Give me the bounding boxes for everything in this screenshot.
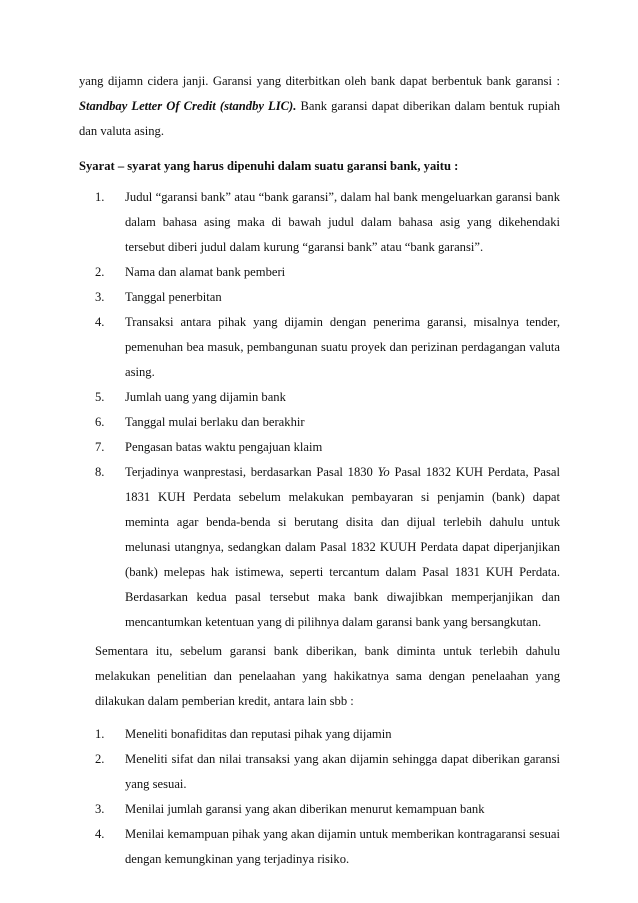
list-item (95, 722, 560, 747)
list-item (95, 310, 560, 385)
list-item (95, 822, 560, 872)
list-item-text: Meneliti sifat dan nilai transaksi yang akan dijamin sehingga dapat diberikan garansi yang sesuai. (125, 752, 560, 791)
list-item-text: Nama dan alamat bank pemberi (125, 265, 286, 279)
list-item-text: Jumlah uang yang dijamin bank (125, 390, 286, 404)
list-item-italic: Yo (377, 465, 390, 479)
list-item (95, 260, 560, 285)
list-item (95, 797, 560, 822)
list-number: 5. (95, 390, 105, 404)
list-item-text: Terjadinya wanprestasi, berdasarkan Pasal 1830 (125, 465, 378, 479)
list-number: 2. (95, 752, 105, 766)
intro-paragraph (79, 69, 560, 144)
list-item-text: Transaksi antara pihak yang dijamin dengan penerima garansi, misalnya tender, pemenuhan bea masuk, pembangunan suatu proyek dan perizinan perdagangan valuta asing. (125, 315, 560, 379)
list-number: 1. (95, 727, 105, 741)
list-item-text: Tanggal penerbitan (125, 290, 222, 304)
list-number: 4. (95, 827, 105, 841)
list-number: 7. (95, 440, 105, 454)
list-number: 4. (95, 315, 105, 329)
list-item (95, 285, 560, 310)
list-item (95, 747, 560, 797)
intro-emphasis: Standbay Letter Of Credit (standby LIC). (79, 99, 297, 113)
intro-text-end: Bank garansi dapat diberikan dalam bentuk rupiah dan valuta asing. (79, 99, 561, 138)
list-item-text-end: Pasal 1832 KUH Perdata, Pasal 1831 KUH Perdata sebelum melakukan pembayaran si penjamin (bank) dapat meminta agar benda-benda si berutang disita dan dijual terlebih dahulu untuk melunasi utangnya, sedangkan dalam Pasal 1832 KUUH Perdata dapat diperjanjikan (bank) melepas hak istimewa, seperti tercantum dalam Pasal 1831 KUH Perdata. Berdasarkan kedua pasal tersebut maka bank diwajibkan memperjanjikan dan mencantumkan ketentuan yang di pilihnya dalam garansi bank yang bersangkutan. (125, 465, 560, 629)
list-item-text: Pengasan batas waktu pengajuan klaim (125, 440, 323, 454)
list-item-text: Menilai kemampuan pihak yang akan dijamin untuk memberikan kontragaransi sesuai dengan kemungkinan yang terjadinya risiko. (125, 827, 560, 866)
list-number: 1. (95, 190, 105, 204)
list-item (95, 185, 560, 260)
list-item (95, 385, 560, 410)
list-number: 3. (95, 290, 105, 304)
list-item-text: Judul “garansi bank” atau “bank garansi”, dalam hal bank mengeluarkan garansi bank dalam bahasa asing maka di bawah judul dalam bahasa asig yang dikehendaki tersebut diberi judul dalam kurung “garansi bank” atau “bank garansi”. (125, 190, 560, 254)
section-heading: Syarat – syarat yang harus dipenuhi dalam suatu garansi bank, yaitu : (79, 159, 459, 173)
list-number: 3. (95, 802, 105, 816)
list-item-text: Tanggal mulai berlaku dan berakhir (125, 415, 305, 429)
requirements-list (79, 185, 560, 635)
list-item-text: Meneliti bonafiditas dan reputasi pihak yang dijamin (125, 727, 392, 741)
list-item (95, 460, 560, 635)
review-paragraph: Sementara itu, sebelum garansi bank diberikan, bank diminta untuk terlebih dahulu melakukan penelitian dan penelaahan yang hakikatnya sama dengan penelaahan yang dilakukan dalam pemberian kredit, antara lain sbb : (95, 644, 560, 708)
list-number: 6. (95, 415, 105, 429)
list-item (95, 435, 560, 460)
list-item (95, 410, 560, 435)
list-number: 2. (95, 265, 105, 279)
list-item-text: Menilai jumlah garansi yang akan diberikan menurut kemampuan bank (125, 802, 485, 816)
intro-text: yang dijamn cidera janji. Garansi yang diterbitkan oleh bank dapat berbentuk bank garansi : (79, 74, 560, 88)
review-steps-list (79, 722, 560, 872)
list-number: 8. (95, 465, 105, 479)
